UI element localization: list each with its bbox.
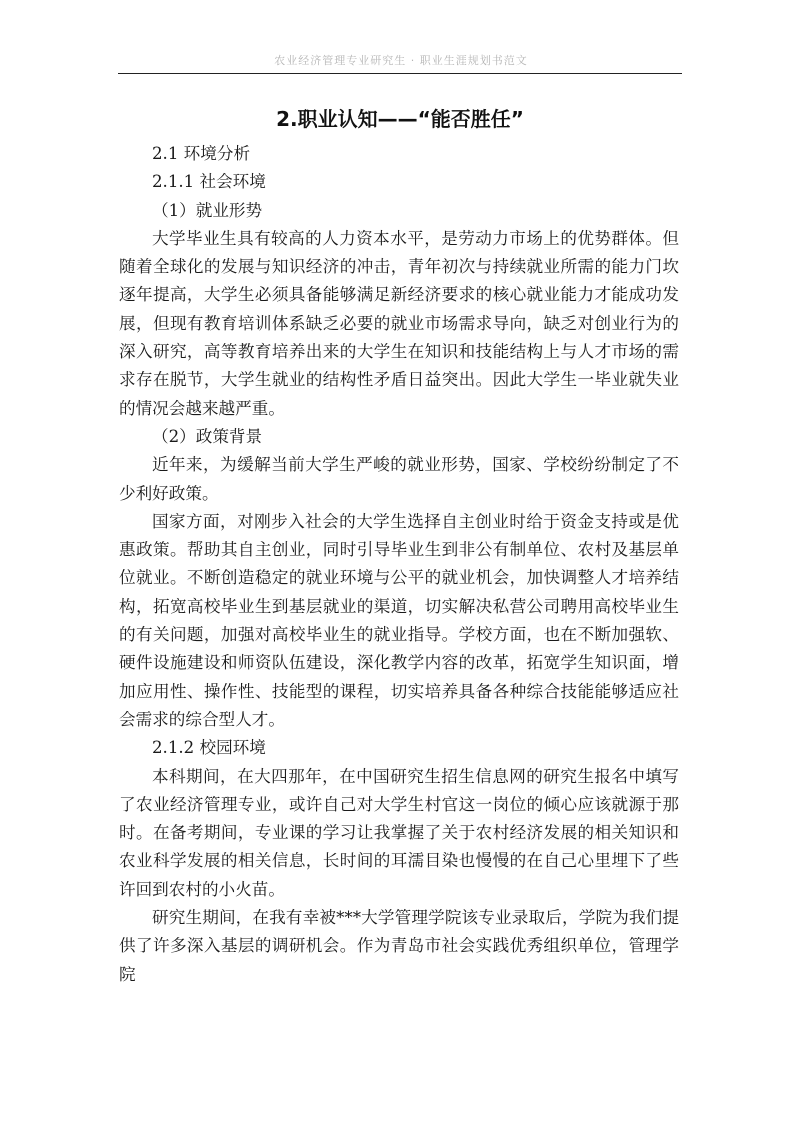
header-divider bbox=[118, 73, 682, 74]
paragraph-employment-situation: 大学毕业生具有较高的人力资本水平，是劳动力市场上的优势群体。但随着全球化的发展与知识经济的冲击，青年初次与持续就业所需的能力门坎逐年提高，大学生必须具备能够满足新经济要求的核心就业能力才能成功发展，但现有教育培训体系缺乏必要的就业市场需求导向，缺乏对创业行为的深入研究，高等教育培养出来的大学生在知识和技能结构上与人才市场的需求存在脱节，大学生就业的结构性矛盾日益突出。因此大学生一毕业就失业的情况会越来越严重。 bbox=[119, 228, 679, 418]
running-header: 农业经济管理专业研究生 · 职业生涯规划书范文 bbox=[274, 54, 528, 67]
heading-2-1-1: 2.1.1 社会环境 bbox=[152, 172, 266, 192]
section-title: 2.职业认知——“能否胜任” bbox=[276, 107, 524, 131]
subheading-policy-background: （2）政策背景 bbox=[152, 426, 263, 446]
paragraph-policy-intro: 近年来，为缓解当前大学生严峻的就业形势，国家、学校纷纷制定了不少利好政策。 bbox=[119, 455, 679, 503]
heading-2-1-2: 2.1.2 校园环境 bbox=[152, 738, 266, 758]
paragraph-undergraduate: 本科期间，在大四那年，在中国研究生招生信息网的研究生报名中填写了农业经济管理专业，或许自己对大学生村官这一岗位的倾心应该就源于那时。在备考期间，专业课的学习让我掌握了关于农村经济发展的相关知识和农业科学发展的相关信息，长时间的耳濡目染也慢慢的在自己心里埋下了些许回到农村的小火苗。 bbox=[119, 766, 679, 899]
heading-2-1: 2.1 环境分析 bbox=[152, 144, 251, 163]
subheading-employment-situation: （1）就业形势 bbox=[152, 200, 263, 220]
paragraph-policy-detail: 国家方面，对刚步入社会的大学生选择自主创业时给于资金支持或是优惠政策。帮助其自主创业，同时引导毕业生到非公有制单位、农村及基层单位就业。不断创造稳定的就业环境与公平的就业机会，加快调整人才培养结构，拓宽高校毕业生到基层就业的渠道，切实解决私营公司聘用高校毕业生的有关问题，加强对高校毕业生的就业指导。学校方面，也在不断加强软、硬件设施建设和师资队伍建设，深化教学内容的改革，拓宽学生知识面，增加应用性、操作性、技能型的课程，切实培养具备各种综合技能能够适应社会需求的综合型人才。 bbox=[119, 511, 679, 729]
body-text bbox=[119, 140, 679, 989]
paragraph-graduate: 研究生期间，在我有幸被***大学管理学院该专业录取后，学院为我们提供了许多深入基层的调研机会。作为青岛市社会实践优秀组织单位，管理学院 bbox=[119, 908, 679, 984]
